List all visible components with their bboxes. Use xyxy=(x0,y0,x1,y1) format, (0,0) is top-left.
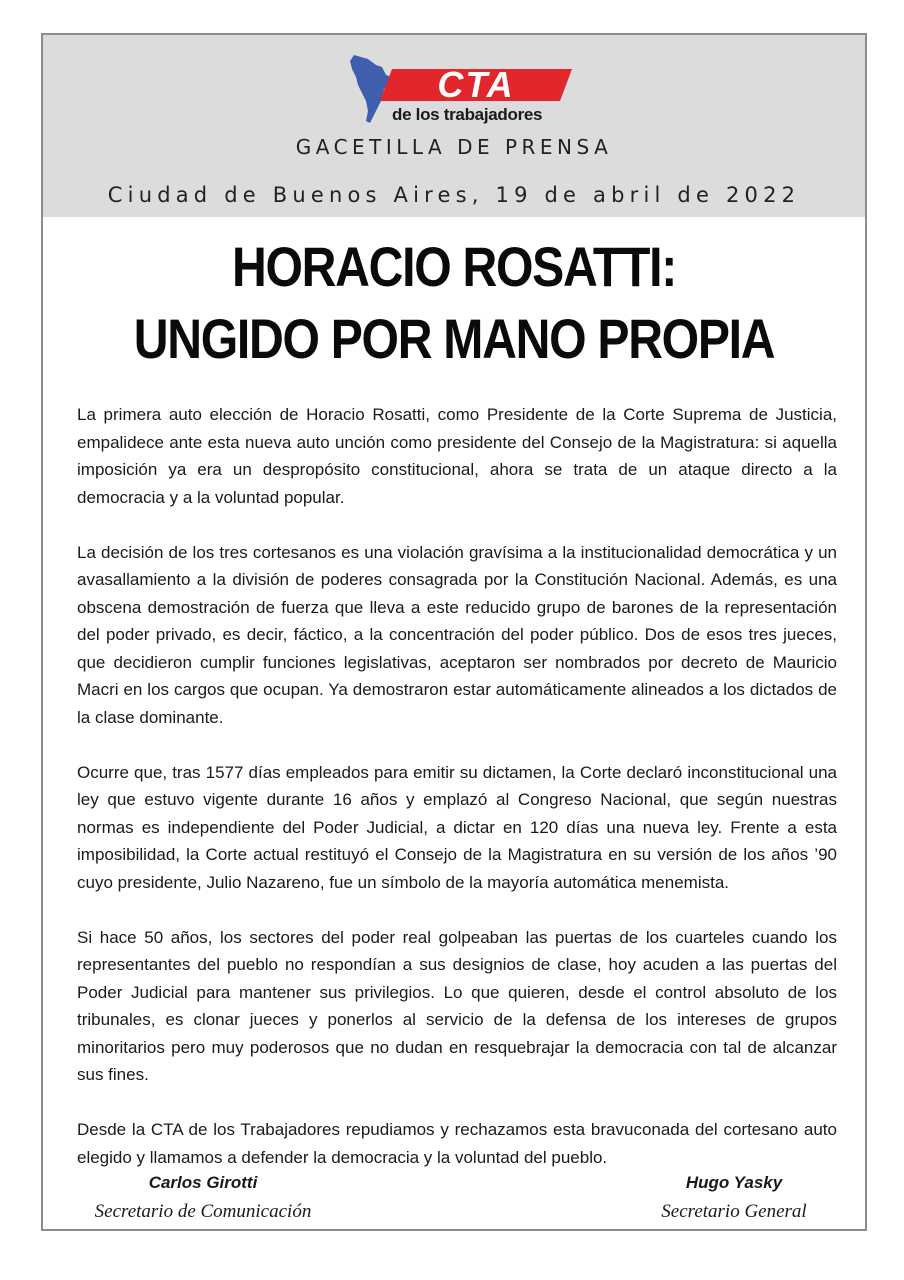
signatory-role: Secretario General xyxy=(661,1201,807,1222)
header-band xyxy=(43,35,865,217)
signatory-name: Hugo Yasky xyxy=(685,1173,783,1192)
body-text xyxy=(77,401,837,1199)
document-type: GACETILLA DE PRENSA xyxy=(295,135,613,159)
signature-block-right xyxy=(641,1169,827,1227)
signatory-name: Carlos Girotti xyxy=(148,1173,258,1192)
signatory-role: Secretario de Comunicación xyxy=(94,1201,312,1222)
paragraph: Si hace 50 años, los sectores del poder real golpeaban las puertas de los cuarteles cuando los representantes del pueblo no respondían a sus designios de clase, hoy acuden a las puertas del Poder Judicial para mantener sus privilegios. Lo que quieren, desde el control absoluto de los tribunales, es clonar jueces y ponerlos al servicio de la defensa de los intereses de grupos minoritarios pero muy poderosos que no dudan en resquebrajar la democracia con tal de alcanzar sus fines. xyxy=(77,927,837,1084)
date-line: Ciudad de Buenos Aires, 19 de abril de 2022 xyxy=(107,183,801,207)
headline-line-1: HORACIO ROSATTI: xyxy=(231,235,676,298)
press-release-frame xyxy=(41,33,867,1231)
logo-acronym: CTA xyxy=(437,64,515,105)
signature-block-left xyxy=(75,1169,331,1227)
paragraph: Desde la CTA de los Trabajadores repudiamos y rechazamos esta bravuconada del cortesano auto elegido y llamamos a defender la democracia y la voluntad del pueblo. xyxy=(77,1120,837,1167)
cta-logo xyxy=(346,49,576,129)
headline xyxy=(101,231,808,375)
headline-line-2: UNGIDO POR MANO PROPIA xyxy=(133,307,775,370)
paragraph: La decisión de los tres cortesanos es una violación gravísima a la institucionalidad democrática y un avasallamiento a la división de poderes consagrada por la Constitución Nacional. Además, es una obscena demostración de fuerza que lleva a este reducido grupo de barones de la representación del poder privado, es decir, fáctico, a la concentración del poder público. Dos de esos tres jueces, que decidieron cumplir funciones legislativas, aceptaron ser nombrados por decreto de Mauricio Macri en los cargos que ocupan. Ya demostraron estar automáticamente alineados a los dictados de la clase dominante. xyxy=(77,542,837,727)
paragraph: Ocurre que, tras 1577 días empleados para emitir su dictamen, la Corte declaró inconstitucional una ley que estuvo vigente durante 16 años y emplazó al Congreso Nacional, que según nuestras normas es independiente del Poder Judicial, a dictar en 120 días una nueva ley. Frente a esta imposibilidad, la Corte actual restituyó el Consejo de la Magistratura en su versión de los años ’90 cuyo presidente, Julio Nazareno, fue un símbolo de la mayoría automática menemista. xyxy=(77,762,837,892)
logo-subtitle: de los trabajadores xyxy=(392,105,543,124)
paragraph: La primera auto elección de Horacio Rosatti, como Presidente de la Corte Suprema de Justicia, empalidece ante esta nueva auto unción como presidente del Consejo de la Magistratura: si aquella imposición ya era un despropósito constitucional, ahora se trata de un ataque directo a la democracia y a la voluntad popular. xyxy=(77,405,837,507)
